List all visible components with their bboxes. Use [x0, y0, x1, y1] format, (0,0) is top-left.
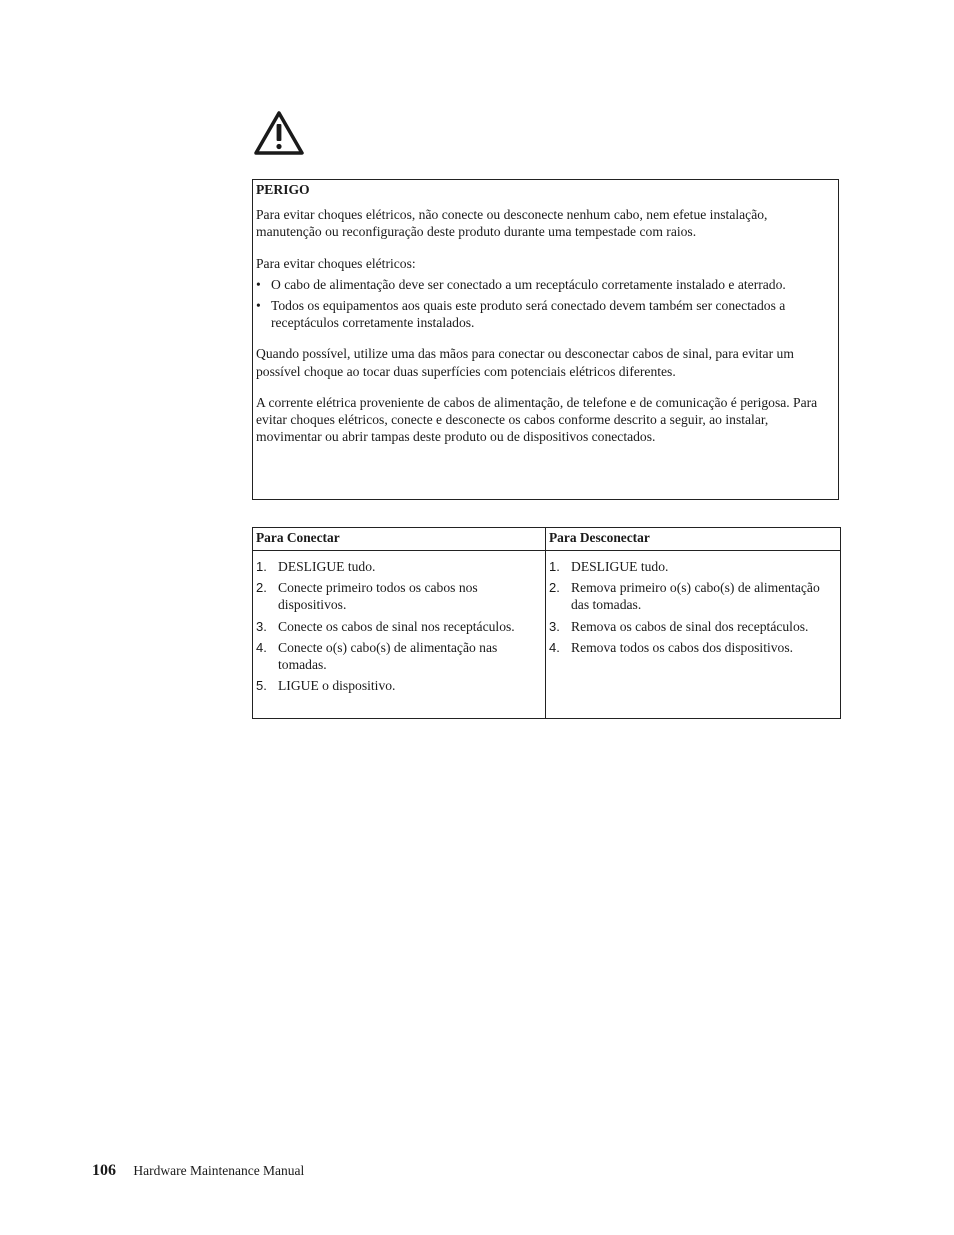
- page-footer: [92, 1162, 304, 1180]
- connect-header: Para Conectar: [253, 528, 546, 551]
- danger-bullet-list: [256, 276, 830, 332]
- list-item: [549, 639, 836, 656]
- connect-disconnect-table: [252, 527, 841, 719]
- step-number: 3.: [256, 618, 267, 634]
- list-item: [549, 558, 836, 575]
- list-item: [256, 297, 830, 331]
- step-text: DESLIGUE tudo.: [278, 559, 376, 574]
- step-text: Conecte os cabos de sinal nos receptáculos.: [278, 618, 515, 634]
- danger-paragraph-intro: Para evitar choques elétricos:: [256, 255, 416, 271]
- step-number: 1.: [256, 559, 267, 574]
- table-row: [253, 551, 841, 719]
- step-number: 2.: [549, 580, 560, 596]
- bullet-text: Todos os equipamentos aos quais este produto será conectado devem também ser conectados a receptáculos corretamente instalados.: [271, 298, 786, 331]
- step-text: Remova todos os cabos dos dispositivos.: [571, 639, 794, 655]
- list-item: [256, 639, 541, 673]
- step-text: LIGUE o dispositivo.: [278, 678, 396, 694]
- danger-paragraph-current: A corrente elétrica proveniente de cabos de alimentação, de telefone e de comunicação é perigosa. Para evitar choques elétricos, conecte e desconecte os cabos conforme descrito a seguir, ao instalar, movimentar ou abrir tampas deste produto ou de dispositivos conectados.: [256, 394, 818, 445]
- danger-notice-box: [252, 179, 839, 500]
- danger-paragraph-storm: Para evitar choques elétricos, não conecte ou desconecte nenhum cabo, nem efetue instalação, manutenção ou reconfiguração deste produto durante uma tempestade com raios.: [256, 207, 768, 240]
- step-number: 5.: [256, 678, 267, 694]
- danger-paragraph-one-hand: Quando possível, utilize uma das mãos para conectar ou desconectar cabos de sinal, para evitar um possível choque ao tocar duas superfícies com potenciais elétricos diferentes.: [256, 346, 794, 379]
- step-text: Conecte primeiro todos os cabos nos dispositivos.: [278, 580, 478, 613]
- connect-steps-list: [256, 558, 541, 694]
- manual-title: Hardware Maintenance Manual: [133, 1163, 305, 1178]
- step-text: DESLIGUE tudo.: [571, 559, 669, 574]
- warning-triangle-icon: [253, 110, 305, 156]
- list-item: [256, 618, 541, 635]
- step-text: Remova primeiro o(s) cabo(s) de alimentação das tomadas.: [571, 580, 820, 613]
- bullet-glyph: •: [256, 276, 261, 292]
- list-item: [549, 579, 836, 613]
- list-item: [256, 677, 541, 694]
- bullet-glyph: •: [256, 298, 261, 314]
- danger-title: PERIGO: [256, 182, 310, 197]
- table-header-row: [253, 528, 841, 551]
- step-number: 1.: [549, 559, 560, 574]
- step-text: Remova os cabos de sinal dos receptáculos.: [571, 618, 809, 634]
- list-item: [256, 558, 541, 575]
- list-item: [549, 618, 836, 635]
- list-item: [256, 579, 541, 613]
- disconnect-header: Para Desconectar: [546, 528, 841, 551]
- page-number: 106: [92, 1162, 116, 1179]
- step-number: 4.: [549, 639, 560, 655]
- step-number: 4.: [256, 639, 267, 655]
- step-text: Conecte o(s) cabo(s) de alimentação nas tomadas.: [278, 639, 498, 673]
- list-item: [256, 276, 830, 293]
- step-number: 2.: [256, 580, 267, 596]
- disconnect-steps-list: [549, 558, 836, 656]
- bullet-text: O cabo de alimentação deve ser conectado a um receptáculo corretamente instalado e aterrado.: [271, 276, 786, 292]
- step-number: 3.: [549, 618, 560, 634]
- disconnect-steps-cell: [546, 551, 841, 719]
- connect-steps-cell: [253, 551, 546, 719]
